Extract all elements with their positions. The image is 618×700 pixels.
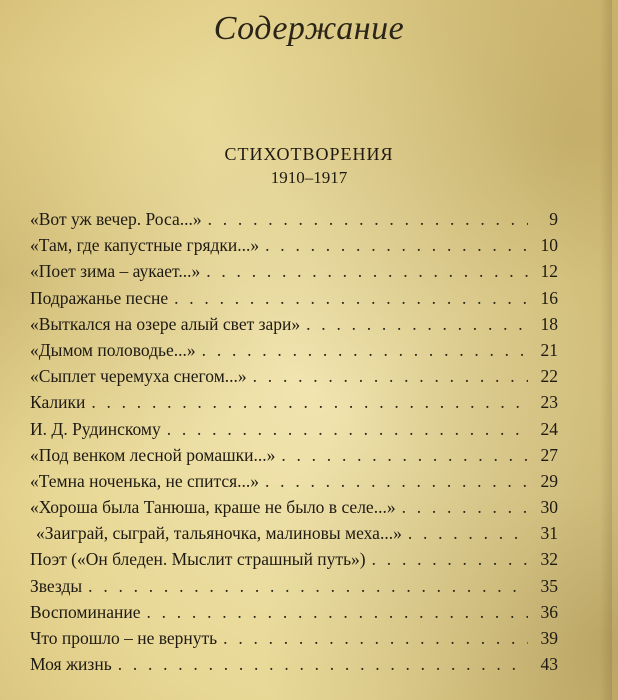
toc-entry[interactable] [30, 337, 558, 363]
toc-entry-title: «Сыплет черемуха снегом...» [30, 366, 247, 387]
toc-entry-page: 36 [540, 601, 558, 622]
dot-leader [88, 573, 528, 599]
toc-entry[interactable] [30, 442, 558, 468]
dot-leader [208, 206, 528, 232]
toc-entry-page: 23 [540, 392, 558, 413]
dot-leader [402, 494, 528, 520]
toc-entry-page: 27 [540, 444, 558, 465]
toc-entry[interactable] [30, 546, 558, 572]
section-heading: СТИХОТВОРЕНИЯ [224, 144, 394, 164]
toc-entry[interactable] [30, 520, 558, 546]
toc-entry-page: 31 [540, 523, 558, 544]
page-title: Содержание [213, 10, 405, 47]
toc-entry-title: «Вот уж вечер. Роса...» [30, 209, 202, 229]
toc-entry[interactable] [30, 389, 558, 415]
dot-leader [167, 416, 528, 442]
toc-entry-title: Подражанье песне [30, 287, 169, 308]
toc-entry[interactable] [30, 573, 558, 599]
page-edge-shadow [600, 0, 612, 700]
dot-leader [265, 468, 528, 494]
toc-entry-title: Звезды [30, 575, 83, 596]
toc-entry-title: Калики [30, 392, 86, 413]
toc-entry-page: 35 [540, 575, 558, 596]
dot-leader [206, 258, 528, 284]
toc-entry-page: 43 [540, 654, 558, 675]
toc-entry[interactable] [30, 206, 558, 232]
toc-entry-page: 24 [540, 418, 558, 439]
toc-entry-title: Поэт («Он бледен. Мыслит страшный путь») [30, 549, 366, 570]
toc-entry-page: 9 [549, 209, 558, 229]
toc-entry-title: Что прошло – не вернуть [30, 628, 218, 648]
dot-leader [118, 651, 528, 677]
toc-entry-title: «Выткался на озере алый свет зари» [30, 313, 301, 334]
dot-leader [281, 442, 528, 468]
toc-entry[interactable] [30, 416, 558, 442]
toc-entry-page: 32 [540, 549, 558, 570]
toc-entry[interactable] [30, 258, 558, 284]
toc-entry[interactable] [30, 494, 558, 520]
toc-entry-page: 22 [540, 366, 558, 387]
toc-entry-page: 12 [540, 261, 558, 282]
toc-entry-title: «Поет зима – аукает...» [30, 261, 201, 282]
dot-leader [306, 311, 528, 337]
toc-entry-title: «Темна ноченька, не спится...» [30, 470, 260, 491]
section-years: 1910–1917 [270, 168, 348, 187]
toc-entry-title: Воспоминание [30, 601, 141, 622]
toc-entry-title: «Хороша была Танюша, краше не было в селе...» [30, 497, 396, 518]
toc-entry[interactable] [30, 363, 558, 389]
toc-entry-title: «Под венком лесной ромашки...» [30, 444, 276, 465]
toc-entry[interactable] [30, 651, 558, 677]
toc-entry-page: 39 [540, 628, 558, 648]
toc-entry[interactable] [30, 468, 558, 494]
dot-leader [223, 625, 528, 651]
dot-leader [146, 599, 528, 625]
dot-leader [91, 389, 528, 415]
toc-entry[interactable] [30, 311, 558, 337]
toc-entry-page: 10 [540, 235, 558, 256]
toc-entry[interactable] [30, 232, 558, 258]
toc-entry[interactable] [30, 285, 558, 311]
toc-entry-title: «Там, где капустные грядки...» [30, 235, 260, 256]
dot-leader [372, 546, 528, 572]
dot-leader [202, 337, 528, 363]
toc-list [30, 206, 558, 677]
toc-entry-page: 21 [540, 339, 558, 360]
toc-entry-title: «Заиграй, сыграй, тальяночка, малиновы меха...» [36, 523, 402, 544]
toc-entry-title: И. Д. Рудинскому [30, 418, 161, 439]
toc-entry-page: 29 [540, 470, 558, 491]
dot-leader [408, 520, 528, 546]
toc-entry-page: 18 [540, 313, 558, 334]
toc-entry[interactable] [30, 625, 558, 651]
toc-entry-title: Моя жизнь [30, 654, 112, 675]
toc-entry-page: 16 [540, 287, 558, 308]
toc-entry-title: «Дымом половодье...» [30, 339, 196, 360]
dot-leader [174, 285, 528, 311]
toc-entry-page: 30 [540, 497, 558, 518]
dot-leader [253, 363, 528, 389]
dot-leader [265, 232, 528, 258]
toc-entry[interactable] [30, 599, 558, 625]
